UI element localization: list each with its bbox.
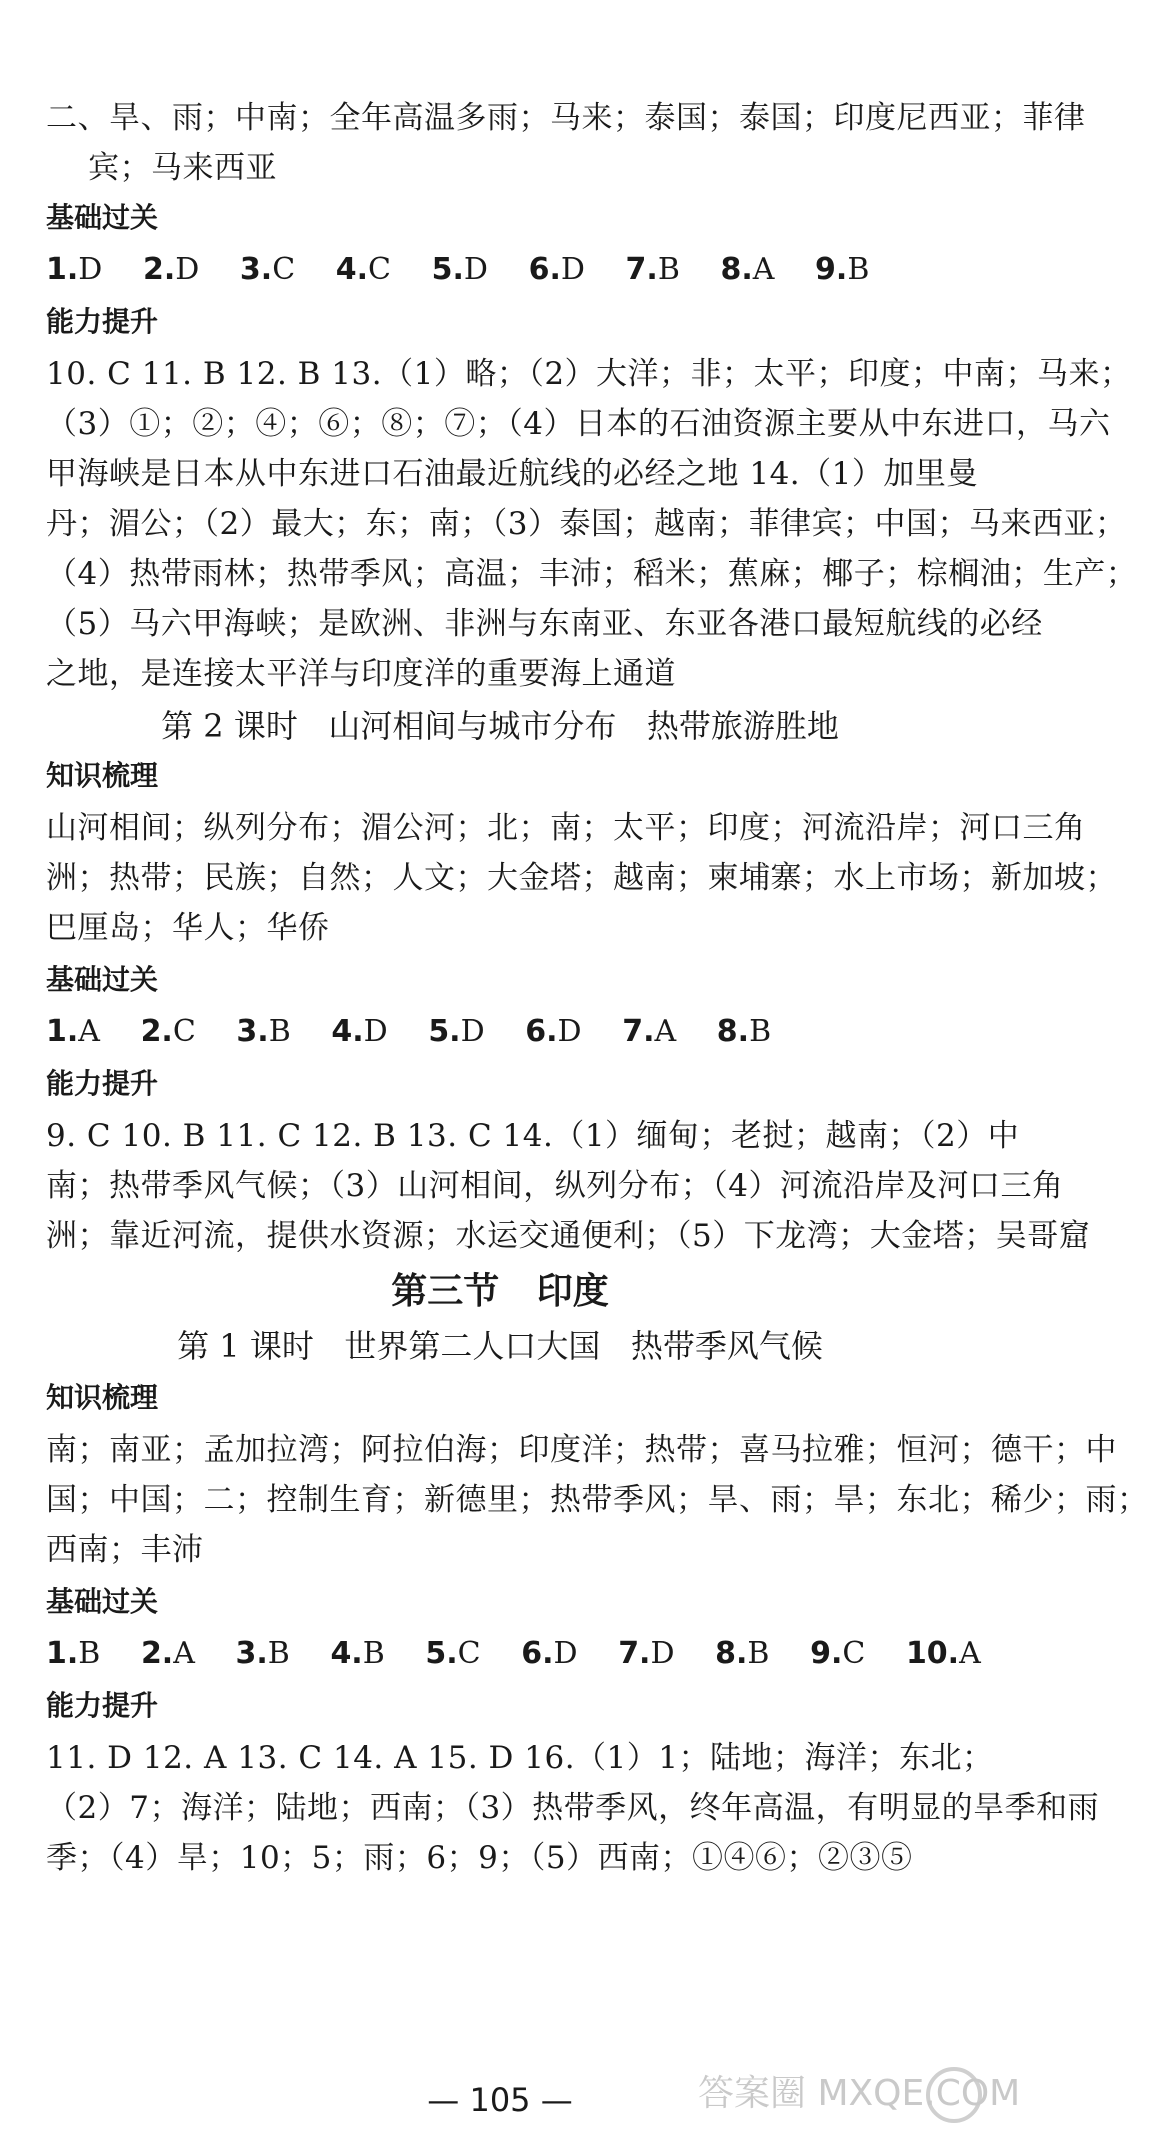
page-number: — 105 — — [427, 2081, 573, 2119]
answer-item: 6.D — [525, 1014, 582, 1049]
answer-line: 10. C 11. B 12. B 13.（1）略；（2）大洋；非；太平；印度；中南；马来； — [46, 356, 1132, 392]
answer-line: （3）①；②；④；⑥；⑧；⑦；（4）日本的石油资源主要从中东进口，马六 — [46, 406, 1111, 442]
answer-line: （5）马六甲海峡；是欧洲、非洲与东南亚、东亚各港口最短航线的必经 — [46, 606, 1043, 642]
answer-line: 甲海峡是日本从中东进口石油最近航线的必经之地 14.（1）加里曼 — [46, 456, 978, 492]
choice-answers — [46, 1012, 771, 1052]
section-heading-basic: 基础过关 — [46, 201, 159, 234]
section-heading-knowledge: 知识梳理 — [46, 759, 159, 792]
answer-item: 5.C — [425, 1636, 481, 1671]
answer-item: 6.D — [521, 1636, 578, 1671]
section-title: 第三节 印度 — [391, 1271, 609, 1312]
answer-line: 巴厘岛；华人；华侨 — [46, 910, 330, 946]
choice-answers — [46, 250, 869, 290]
answer-line: 丹；湄公；（2）最大；东；南；（3）泰国；越南；菲律宾；中国；马来西亚； — [46, 506, 1127, 542]
answer-item: 7.B — [625, 252, 680, 287]
answer-line: （2）7；海洋；陆地；西南；（3）热带季风，终年高温，有明显的旱季和雨 — [46, 1790, 1100, 1826]
answer-item: 7.A — [622, 1014, 677, 1049]
answer-item: 1.D — [46, 252, 103, 287]
answer-line: 二、旱、雨；中南；全年高温多雨；马来；泰国；泰国；印度尼西亚；菲律 — [46, 100, 1086, 136]
section-heading-knowledge: 知识梳理 — [46, 1381, 159, 1414]
answer-line: 洲；靠近河流，提供水资源；水运交通便利；（5）下龙湾；大金塔；吴哥窟 — [46, 1218, 1091, 1254]
answer-item: 2.A — [140, 1636, 195, 1671]
answer-item: 9.B — [815, 252, 870, 287]
answer-line: 11. D 12. A 13. C 14. A 15. D 16.（1）1；陆地；海洋；东北； — [46, 1740, 994, 1776]
section-heading-advanced: 能力提升 — [46, 1067, 159, 1100]
answer-item: 5.D — [428, 1014, 485, 1049]
answer-item: 3.C — [239, 252, 296, 287]
answer-item: 5.D — [431, 252, 488, 287]
answer-item: 6.D — [528, 252, 585, 287]
answer-item: 7.D — [618, 1636, 675, 1671]
answer-item: 4.C — [335, 252, 392, 287]
answer-item: 8.B — [715, 1636, 770, 1671]
answer-item: 8.A — [720, 252, 775, 287]
answer-line: 洲；热带；民族；自然；人文；大金塔；越南；柬埔寨；水上市场；新加坡； — [46, 860, 1117, 896]
answer-item: 3.B — [236, 1014, 291, 1049]
watermark-text: 答案圈 MXQE.COM — [698, 2073, 1021, 2114]
answer-line: 国；中国；二；控制生育；新德里；热带季风；旱、雨；旱；东北；稀少；雨； — [46, 1482, 1149, 1518]
answer-line: 宾；马来西亚 — [88, 150, 277, 186]
answer-item: 4.B — [330, 1636, 385, 1671]
answer-line: 之地，是连接太平洋与印度洋的重要海上通道 — [46, 656, 676, 692]
answer-line: 南；南亚；孟加拉湾；阿拉伯海；印度洋；热带；喜马拉雅；恒河；德干；中 — [46, 1432, 1117, 1468]
answer-line: 山河相间；纵列分布；湄公河；北；南；太平；印度；河流沿岸；河口三角 — [46, 810, 1086, 846]
answer-line: 季；（4）旱；10；5；雨；6；9；（5）西南；①④⑥；②③⑤ — [46, 1840, 913, 1876]
answer-line: 南；热带季风气候；（3）山河相间，纵列分布；（4）河流沿岸及河口三角 — [46, 1168, 1064, 1204]
answer-item: 1.A — [46, 1014, 100, 1049]
answer-line: 西南；丰沛 — [46, 1532, 204, 1568]
lesson-title: 第 2 课时 山河相间与城市分布 热带旅游胜地 — [161, 707, 839, 745]
lesson-title: 第 1 课时 世界第二人口大国 热带季风气候 — [177, 1327, 823, 1365]
section-heading-basic: 基础过关 — [46, 1585, 159, 1618]
answer-item: 2.D — [142, 252, 200, 287]
section-heading-basic: 基础过关 — [46, 963, 159, 996]
choice-answers — [46, 1634, 981, 1674]
answer-item: 9.C — [810, 1636, 866, 1671]
answer-item: 8.B — [716, 1014, 772, 1049]
section-heading-advanced: 能力提升 — [46, 305, 159, 338]
answer-item: 1.B — [46, 1636, 101, 1671]
answer-item: 4.D — [331, 1014, 388, 1049]
watermark-logo-icon — [692, 2059, 1021, 2139]
answer-item: 2.C — [140, 1014, 196, 1049]
answer-item: 10.A — [905, 1636, 981, 1671]
answer-item: 3.B — [235, 1636, 290, 1671]
answer-line: 9. C 10. B 11. C 12. B 13. C 14.（1）缅甸；老挝；越南；（2）中 — [46, 1118, 1020, 1154]
answer-line: （4）热带雨林；热带季风；高温；丰沛；稻米；蕉麻；椰子；棕榈油；生产； — [46, 556, 1138, 592]
section-heading-advanced: 能力提升 — [46, 1689, 159, 1722]
